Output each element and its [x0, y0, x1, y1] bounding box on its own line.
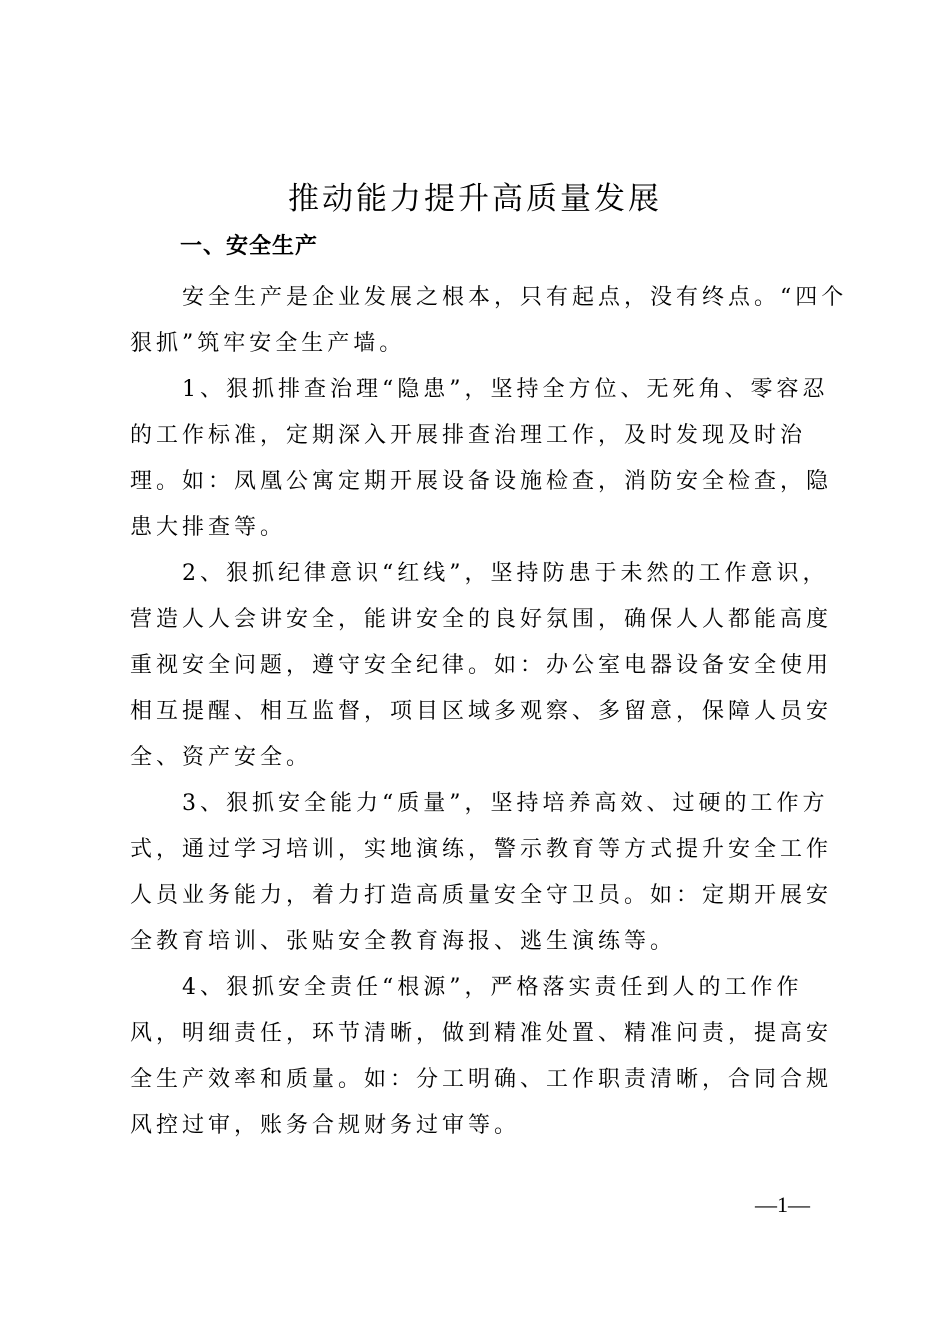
document-title: 推动能力提升高质量发展 [288, 181, 662, 217]
section-heading: 一、安全生产 [180, 234, 319, 259]
body-text [130, 275, 850, 1149]
paragraph-item-3: 3、狠抓安全能力“质量”，坚持培养高效、过硬的工作方式，通过学习培训，实地演练，警示教育等方式提升安全工作人员业务能力，着力打造高质量安全守卫员。如：定期开展安全教育培训、张贴安全教育海报、逃生演练等。 [130, 791, 833, 954]
paragraph-intro: 安全生产是企业发展之根本，只有起点，没有终点。“四个狠抓”筑牢安全生产墙。 [130, 285, 848, 356]
page-number: —1— [755, 1192, 810, 1217]
paragraph-item-2: 2、狠抓纪律意识“红线”，坚持防患于未然的工作意识，营造人人会讲安全，能讲安全的良好氛围，确保人人都能高度重视安全问题，遵守安全纪律。如：办公室电器设备安全使用相互提醒、相互监督，项目区域多观察、多留意，保障人员安全、资产安全。 [130, 561, 833, 770]
paragraph-item-1: 1、狠抓排查治理“隐患”，坚持全方位、无死角、零容忍的工作标准，定期深入开展排查治理工作，及时发现及时治理。如：凤凰公寓定期开展设备设施检查，消防安全检查，隐患大排查等。 [130, 377, 833, 540]
paragraph-item-4: 4、狠抓安全责任“根源”，严格落实责任到人的工作作风，明细责任，环节清晰，做到精准处置、精准问责，提高安全生产效率和质量。如：分工明确、工作职责清晰，合同合规风控过审，账务合规财务过审等。 [130, 975, 833, 1138]
